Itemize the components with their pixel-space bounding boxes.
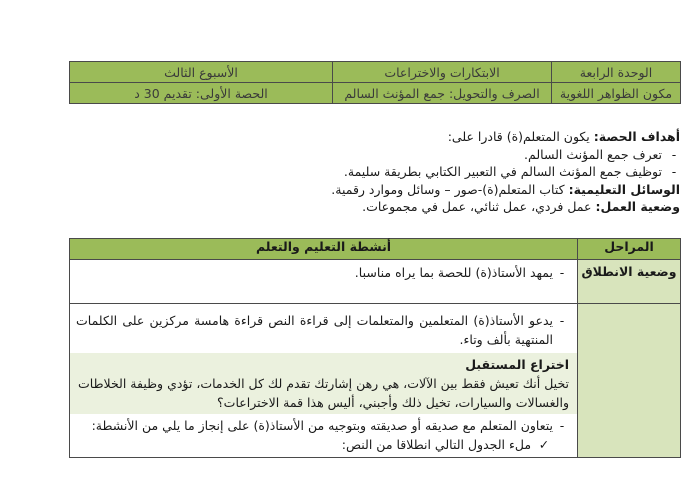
dash: -: [559, 418, 565, 433]
table-row: [70, 304, 681, 458]
header-row: [70, 62, 681, 83]
bullet: -: [671, 146, 677, 162]
means-label: الوسائل التعليمية:: [568, 181, 680, 197]
activity-cell: [70, 260, 578, 304]
goal-item-text: توظيف جمع المؤنث السالم في التعبير الكتابي بطريقة سليمة.: [343, 164, 662, 179]
activities-table: [69, 238, 681, 458]
work-label: وضعية العمل:: [595, 199, 680, 214]
activity-item: [76, 416, 571, 435]
activity-item: [76, 263, 571, 282]
activity-text: يتعاون المتعلم مع صديقه أو صديقته وبتوجيه من الأستاذ(ة) على إنجاز ما يلي من الأنشطة:: [91, 418, 553, 433]
goal-item: [40, 146, 680, 164]
table-header-row: [70, 239, 681, 260]
header-week: الأسبوع الثالث: [70, 62, 333, 83]
check-item-text: ملء الجدول التالي انطلاقا من النص:: [341, 437, 532, 452]
activity-text: يمهد الأستاذ(ة) للحصة بما يراه مناسبا.: [354, 265, 553, 280]
reading-text-box: [70, 353, 577, 414]
goal-item-text: تعرف جمع المؤنث السالم.: [524, 146, 662, 162]
activity-cell: [70, 304, 578, 458]
stage-cell: وضعية الانطلاق: [578, 260, 681, 304]
stage-cell-empty: [578, 304, 681, 458]
checkmark-icon: ✓: [538, 437, 550, 452]
check-item: [76, 435, 571, 454]
dash: -: [559, 313, 565, 328]
header-theme: الابتكارات والاختراعات: [333, 62, 552, 83]
dash: -: [559, 265, 565, 280]
header-session: الحصة الأولى: تقديم 30 د: [70, 83, 333, 104]
header-row: [70, 83, 681, 104]
work-line: [40, 198, 680, 216]
goals-intro: يكون المتعلم(ة) قادرا على:: [447, 129, 590, 144]
reading-text-body: تخيل أنك تعيش فقط بين الآلات، هي رهن إشارتك تقدم لك كل الخدمات، تؤدي وظيفة الخلاطات والغسالات والسيارات، تخيل ذلك وأجبني، أليس هذا قمة الاختراعات؟: [78, 376, 569, 410]
table-row: [70, 260, 681, 304]
work-text: عمل فردي، عمل ثنائي، عمل في مجموعات.: [362, 199, 592, 214]
lesson-goals: [40, 128, 680, 216]
activity-text: يدعو الأستاذ(ة) المتعلمين والمتعلمات إلى قراءة النص قراءة هامسة مركزين على الكلمات المنتهية بألف وتاء.: [76, 313, 553, 347]
col-activities: أنشطة التعليم والتعلم: [70, 239, 578, 260]
goals-heading-line: [40, 128, 680, 146]
header-component: مكون الظواهر اللغوية: [552, 83, 681, 104]
reading-text-title: اختراع المستقبل: [465, 357, 569, 372]
header-topic: الصرف والتحويل: جمع المؤنث السالم: [333, 83, 552, 104]
means-text: كتاب المتعلم(ة)-صور – وسائل وموارد رقمية.: [331, 181, 565, 197]
goal-item: [40, 163, 680, 181]
col-stages: المراحل: [578, 239, 681, 260]
means-line: [40, 181, 680, 199]
goals-title: أهداف الحصة:: [593, 129, 680, 144]
bullet: -: [671, 164, 677, 179]
lesson-header-table: [69, 61, 681, 104]
header-unit: الوحدة الرابعة: [552, 62, 681, 83]
activity-item: [76, 311, 571, 349]
